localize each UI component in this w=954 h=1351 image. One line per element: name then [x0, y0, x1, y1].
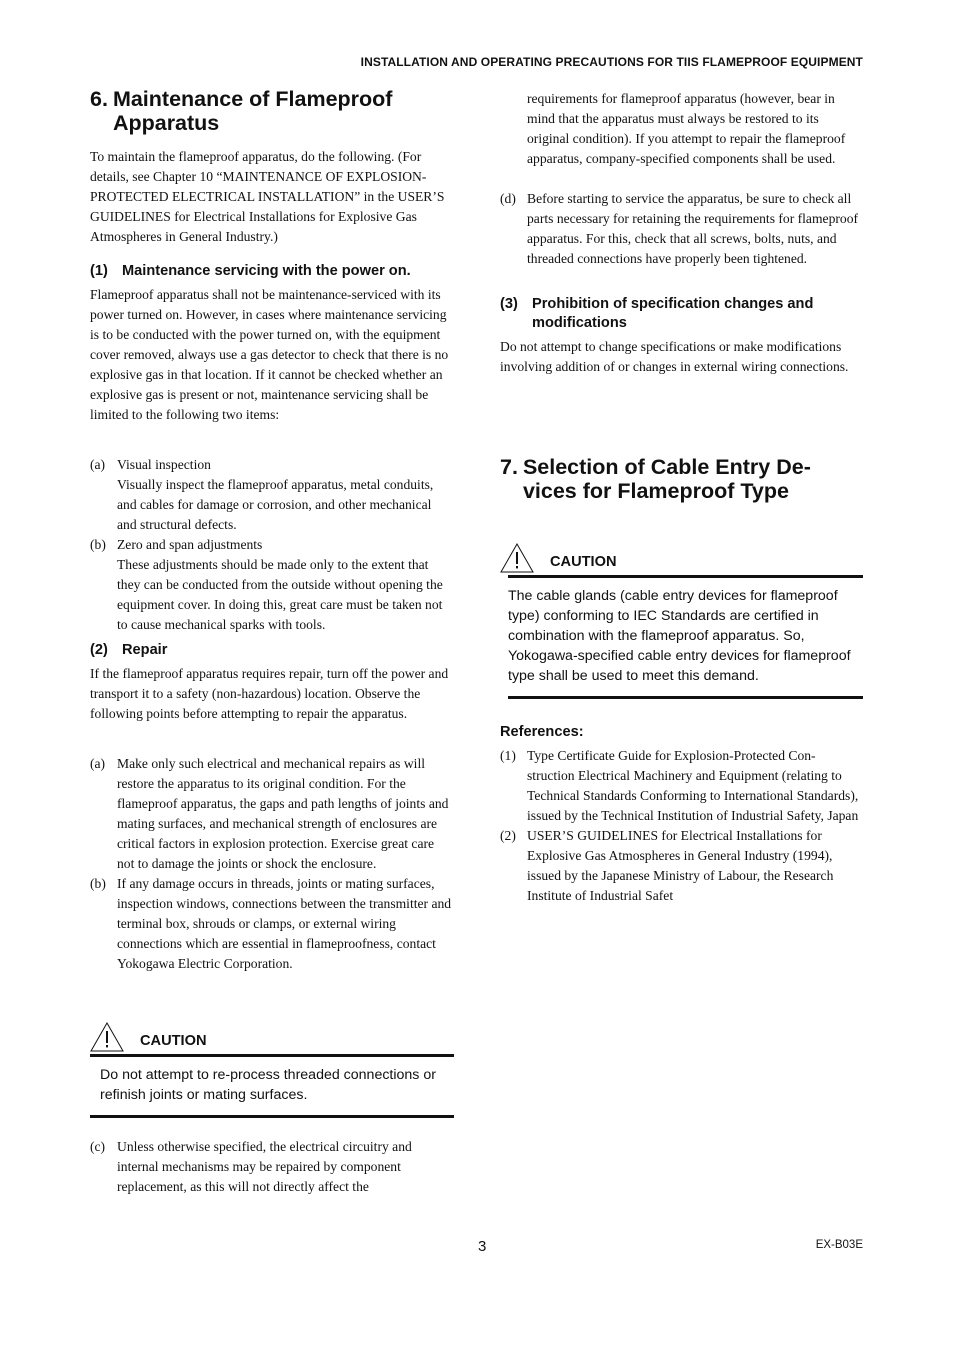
- item-label: (c): [90, 1139, 106, 1154]
- section-number: 7.: [500, 455, 518, 479]
- item-label: (b): [90, 537, 106, 552]
- item-heading: Zero and span adjustments: [117, 537, 263, 552]
- intro-paragraph: To maintain the flameproof apparatus, do the following. (For details, see Chapter 10 “MAINTENANCE OF EXPLOSION-PROTECTED ELECTRICAL INSTALLATION” in the USER’S GUIDELINES for Electrical Installations for Explosive Gas Atmospheres in General Industry.): [90, 149, 445, 244]
- warning-triangle-icon: [90, 1022, 124, 1052]
- list-item: [500, 746, 863, 826]
- item-c-continuation: [500, 89, 863, 169]
- subsection-number: (1): [90, 263, 108, 279]
- running-header: INSTALLATION AND OPERATING PRECAUTIONS FOR TIIS FLAMEPROOF EQUIPMENT: [360, 55, 863, 69]
- caution-bottom-rule: [90, 1115, 454, 1118]
- body-paragraph: Do not attempt to change specifications or make modifications involving addition of or changes in external wiring connections.: [500, 339, 849, 374]
- subsection-number: (3): [500, 296, 518, 312]
- subsection-1-body: [90, 285, 454, 425]
- item-label: (1): [500, 748, 516, 763]
- subsection-title: Repair: [122, 642, 168, 658]
- section-6-intro: [90, 147, 454, 247]
- caution-box: [90, 1018, 454, 1118]
- subsection-1-heading: [90, 262, 454, 281]
- subsection-2-body: [90, 664, 454, 724]
- subsection-2-item-d: [500, 189, 863, 269]
- subsection-title: Prohibition of specification changes and modifications: [532, 296, 814, 331]
- references-list: [500, 746, 863, 906]
- item-text: Type Certificate Guide for Explosion-Protected Con-struction Electrical Machinery and Equipment (relating to Technical Standards Conforming to International Standards), issued by the Technical Institution of Industrial Safety, Japan: [527, 748, 859, 823]
- section-6-heading: [90, 87, 454, 135]
- item-label: (d): [500, 191, 516, 206]
- warning-triangle-icon: [500, 543, 534, 573]
- page-number: 3: [478, 1238, 487, 1255]
- list-item: [90, 455, 454, 535]
- section-title: Selection of Cable Entry De-vices for Flameproof Type: [522, 455, 811, 503]
- item-text: requirements for flameproof apparatus (however, bear in mind that the apparatus must always be restored to its original condition). If you attempt to repair the flameproof apparatus, company-specified components shall be used.: [527, 91, 846, 166]
- subsection-1-items: [90, 455, 454, 635]
- body-paragraph: If the flameproof apparatus requires repair, turn off the power and transport it to a safety (non-hazardous) location. Observe the following points before attempting to repair the apparatus.: [90, 666, 449, 721]
- list-item: [90, 754, 454, 874]
- item-text: Before starting to service the apparatus, be sure to check all parts necessary for retaining the requirements for flameproof apparatus. For this, check that all screws, bolts, nuts, and threaded connections have properly been tightened.: [527, 191, 859, 266]
- subsection-2-items: [90, 754, 454, 974]
- caution-bottom-rule: [508, 696, 863, 699]
- caution-text: The cable glands (cable entry devices for flameproof type) conforming to IEC Standards are certified in combination with the flameproof apparatus. So, Yokogawa-specified cable entry devices for flameproof type shall be used to meet this demand.: [508, 588, 851, 684]
- list-item: [90, 1137, 454, 1197]
- item-heading: Visual inspection: [117, 457, 211, 472]
- list-item: [500, 189, 863, 269]
- subsection-number: (2): [90, 642, 108, 658]
- item-text: USER’S GUIDELINES for Electrical Installations for Explosive Gas Atmospheres in General Industry (1994), issued by the Japanese Ministry of Labour, the Research Institute of Industrial Safet: [527, 828, 834, 903]
- caution-title: CAUTION: [550, 554, 617, 570]
- section-7-heading: [500, 455, 863, 503]
- section-number: 6.: [90, 87, 108, 111]
- subsection-3-heading: [500, 295, 863, 333]
- subsection-title: Maintenance servicing with the power on.: [122, 263, 411, 279]
- item-label: (2): [500, 828, 516, 843]
- item-text: These adjustments should be made only to the extent that they can be conducted from the outside without opening the equipment cover. In doing this, great care must be taken not to cause mechanical sparks with tools.: [117, 557, 443, 632]
- subsection-3-body: [500, 337, 863, 377]
- list-item: [500, 826, 863, 906]
- caution-title: CAUTION: [140, 1033, 207, 1049]
- subsection-2-heading: [90, 641, 454, 660]
- references-heading: [500, 723, 863, 741]
- references-title: References:: [500, 724, 584, 740]
- item-text: If any damage occurs in threads, joints or mating surfaces, inspection windows, connections between the transmitter and terminal box, shrouds or clamps, or external wiring connections which are essential in flameproofness, contact Yokogawa Electric Corporation.: [117, 876, 452, 971]
- caution-box: [508, 539, 863, 699]
- item-text: Unless otherwise specified, the electrical circuitry and internal mechanisms may be repaired by component replacement, as this will not directly affect the: [117, 1139, 412, 1194]
- item-text: Make only such electrical and mechanical repairs as will restore the apparatus to its original condition. For the flameproof apparatus, the gaps and path lengths of joints and mating surfaces, and mechanical strength of enclosures are critical factors in explosion protection. Exercise great care not to damage the joints or shock the enclosure.: [117, 756, 449, 871]
- caution-text: Do not attempt to re-process threaded connections or refinish joints or mating surfaces.: [100, 1067, 436, 1103]
- list-item: [90, 535, 454, 635]
- subsection-2-item-c: [90, 1137, 454, 1197]
- item-label: (a): [90, 756, 106, 771]
- item-label: (a): [90, 457, 106, 472]
- section-title: Maintenance of Flameproof Apparatus: [112, 87, 393, 135]
- document-code: EX-B03E: [815, 1239, 863, 1251]
- list-item: [90, 874, 454, 974]
- body-paragraph: Flameproof apparatus shall not be maintenance-serviced with its power turned on. However, in cases where maintenance servicing is to be conducted with the power turned on, with the equipment cover removed, always use a gas detector to check that there is no explosive gas in that location. If it cannot be checked whether an explosive gas is present or not, maintenance servicing shall be limited to the following two items:: [90, 287, 449, 422]
- item-label: (b): [90, 876, 106, 891]
- item-text: Visually inspect the flameproof apparatus, metal conduits, and cables for damage or corrosion, and other mechanical and structural defects.: [117, 477, 434, 532]
